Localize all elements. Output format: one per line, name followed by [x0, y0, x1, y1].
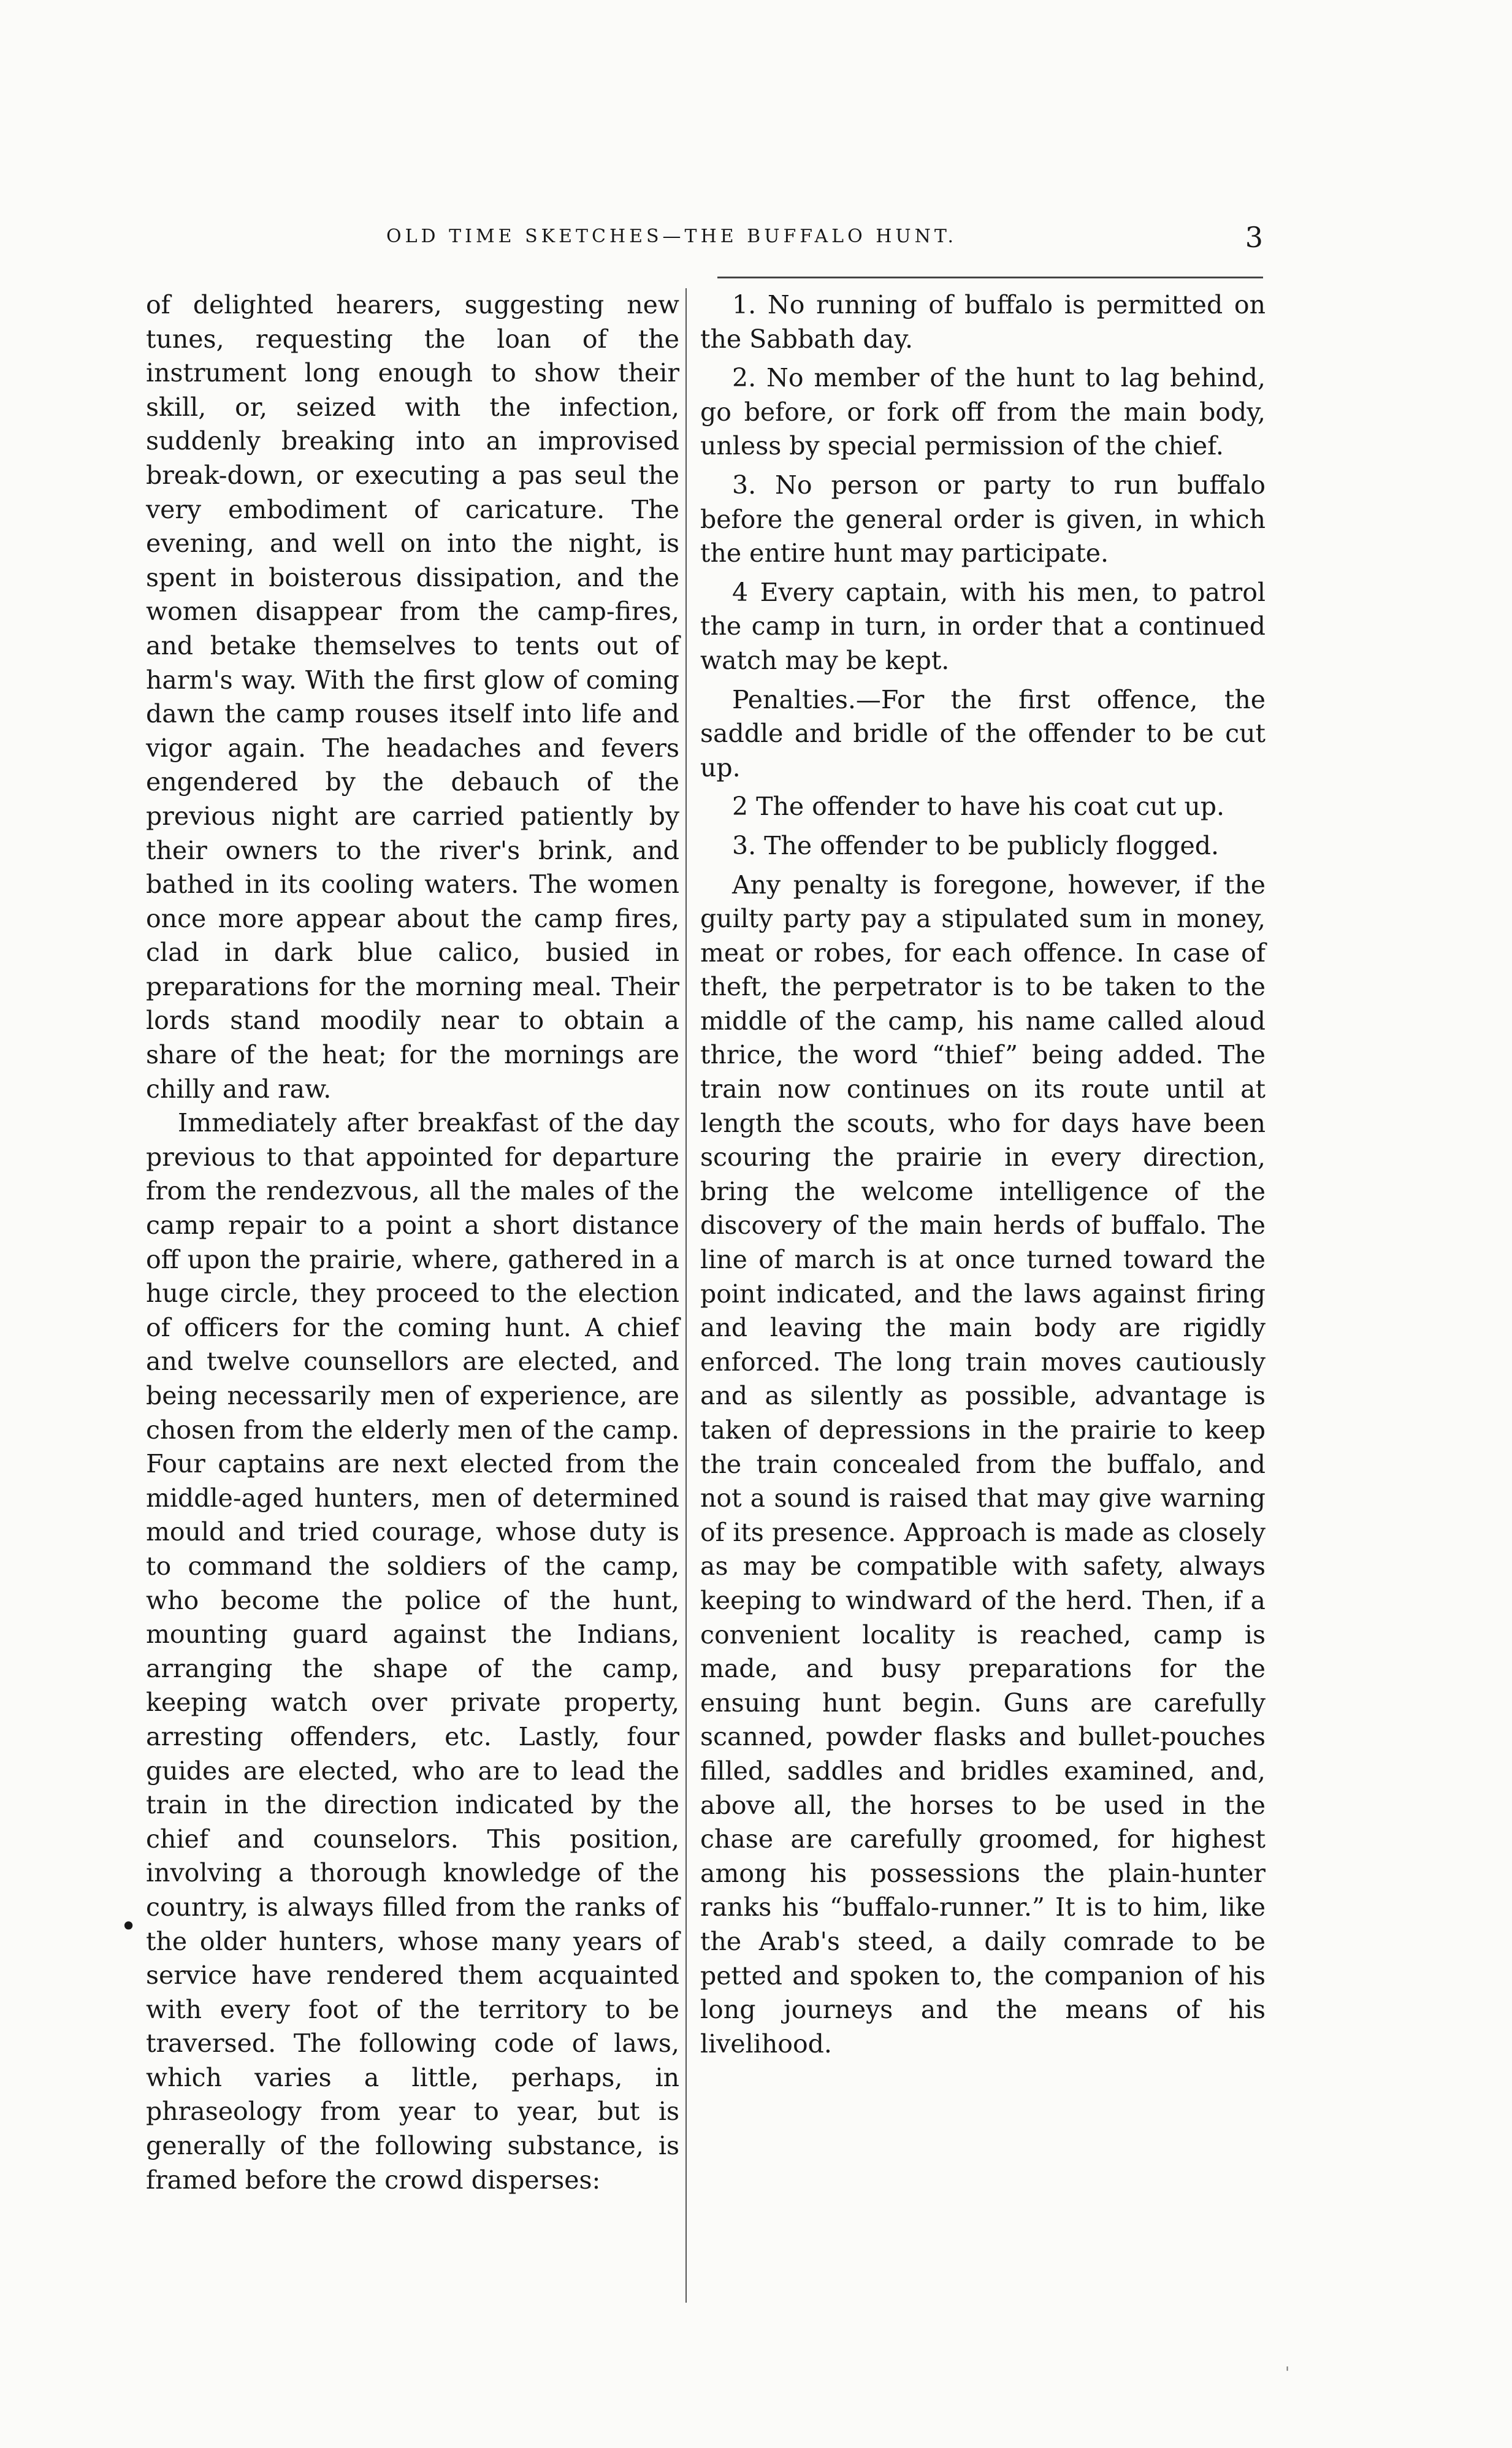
law-3: 3. No person or party to run buffalo before the general order is given, in which the entire hunt may participate. [700, 470, 1266, 568]
column-divider [685, 288, 687, 2303]
left-paragraph-2: Immediately after breakfast of the day previous to that appointed for departure from the rendezvous, all the males of the camp repair to a point a short distance off upon the prairie, where, gathered in a huge circle, they proceed to the election of officers for the coming hunt. A chief and twelve counsellors are elected, and being necessarily men of experience, are chosen from the elderly men of the camp. Four captains are next elected from the middle-aged hunters, men of determined mould and tried courage, whose duty is to command the soldiers of the camp, who become the police of the hunt, mounting guard against the Indians, arranging the shape of the camp, keeping watch over private property, arresting offenders, etc. Lastly, four guides are elected, who are to lead the train in the direction indicated by the chief and counselors. This position, involving a thorough knowledge of the country, is always filled from the ranks of the older hunters, whose many years of service have rendered them acquainted with every foot of the territory to be traversed. The following code of laws, which varies a little, perhaps, in phraseology from year to year, but is generally of the following substance, is framed before the crowd disperses: [146, 1108, 679, 2195]
penalty-2: 2 The offender to have his coat cut up. [732, 792, 1225, 822]
law-1: 1. No running of buffalo is permitted on the Sabbath day. [700, 290, 1266, 354]
law-2: 2. No member of the hunt to lag behind, go before, or fork off from the main body, unless by special permission of the chief. [700, 363, 1266, 461]
page-header [147, 221, 1263, 258]
margin-dot: • [120, 1910, 137, 1943]
penalty-3: 3. The offender to be publicly flogged. [732, 830, 1220, 860]
left-paragraph-1: of delighted hearers, suggesting new tunes, requesting the loan of the instrument long enough to show their skill, or, seized with the infection, suddenly breaking into an improvised break-down, or executing a pas seul the very embodiment of caricature. The evening, and well on into the night, is spent in boisterous dissipation, and the women disappear from the camp-fires, and betake themselves to tents out of harm's way. With the first glow of coming dawn the camp rouses itself into life and vigor again. The headaches and fevers engendered by the debauch of the previous night are carried patiently by their owners to the river's brink, and bathed in its cooling waters. The women once more appear about the camp fires, clad in dark blue calico, busied in preparations for the morning meal. Their lords stand moodily near to obtain a share of the heat; for the mornings are chilly and raw. [146, 290, 679, 1104]
left-column [146, 288, 679, 2197]
penalties-heading: Penalties.—For the first offence, the saddle and bridle of the offender to be cut up. [700, 684, 1266, 782]
column-rule-top [717, 277, 1263, 278]
running-head: OLD TIME SKETCHES—THE BUFFALO HUNT. [386, 226, 958, 247]
page-number: 3 [1245, 221, 1263, 254]
margin-mark: ' [1285, 2364, 1290, 2382]
law-4: 4 Every captain, with his men, to patrol the camp in turn, in order that a continued watch may be kept. [700, 577, 1266, 675]
right-final-paragraph: Any penalty is foregone, however, if the guilty party pay a stipulated sum in money, meat or robes, for each offence. In case of theft, the perpetrator is to be taken to the middle of the camp, his name called aloud thrice, the word “thief” being added. The train now continues on its route until at length the scouts, who for days have been scouring the prairie in every direction, bring the welcome intelligence of the discovery of the main herds of buffalo. The line of march is at once turned toward the point indicated, and the laws against firing and leaving the main body are rigidly enforced. The long train moves cautiously and as silently as possible, advantage is taken of depressions in the prairie to keep the train concealed from the buffalo, and not a sound is raised that may give warning of its presence. Approach is made as closely as may be compatible with safety, always keeping to windward of the herd. Then, if a convenient locality is reached, camp is made, and busy preparations for the ensuing hunt begin. Guns are carefully scanned, powder flasks and bullet-pouches filled, saddles and bridles examined, and, above all, the horses to be used in the chase are carefully groomed, for highest among his possessions the plain-hunter ranks his “buffalo-runner.” It is to him, like the Arab's steed, a daily comrade to be petted and spoken to, the companion of his long journeys and the means of his livelihood. [700, 870, 1266, 2059]
right-column [700, 288, 1266, 2061]
